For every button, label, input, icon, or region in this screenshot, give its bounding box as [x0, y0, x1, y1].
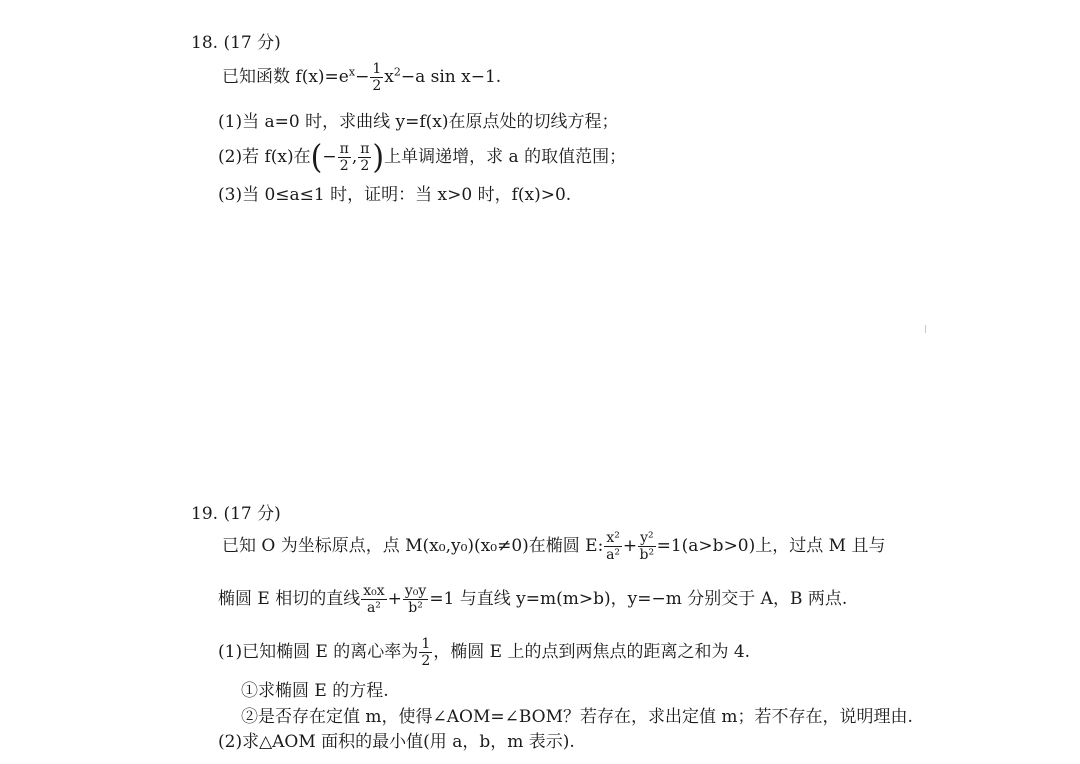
- q19-tangent-frac-y: [403, 584, 428, 615]
- q19-ellipse-num-y: y²: [640, 530, 654, 546]
- q19-line1-prefix: 已知 O 为坐标原点，点 M(x₀,y₀)(x₀≠0)在椭圆 E:: [222, 536, 604, 556]
- q18-two1: 2: [339, 158, 349, 174]
- q18-intro-x-exp: 2: [393, 65, 401, 79]
- q18-part2-suffix: 上单调递增，求 a 的取值范围；: [384, 147, 627, 167]
- q18-half-num: 1: [372, 61, 382, 77]
- q19-tangent-plus: +: [387, 589, 402, 609]
- q18-two2: 2: [360, 158, 370, 174]
- q18-intro-x: x: [384, 67, 394, 87]
- q19-ecc-num: 1: [421, 636, 431, 652]
- q19-tangent-den-a: a²: [366, 600, 381, 616]
- q18-half-den: 2: [372, 78, 382, 94]
- q18-part2-prefix: (2)若 f(x)在: [218, 147, 311, 167]
- q19-part1-suffix: ，椭圆 E 上的点到两焦点的距离之和为 4.: [433, 642, 751, 662]
- q18-intro-exp: x: [348, 65, 356, 79]
- q19-sub2: ②是否存在定值 m，使得∠AOM=∠BOM？若存在，求出定值 m；若不存在，说明理由.: [241, 707, 913, 727]
- q19-ellipse-den-b: b²: [639, 547, 655, 563]
- q19-line1-suffix: =1(a>b>0)上，过点 M 且与: [656, 536, 886, 556]
- q19-tangent-den-b: b²: [408, 600, 423, 616]
- q18-part2-comma: ,: [351, 147, 358, 167]
- scan-speck: [925, 325, 926, 333]
- q18-part1: (1)当 a=0 时，求曲线 y=f(x)在原点处的切线方程；: [218, 112, 619, 132]
- q18-pi1: π: [339, 141, 349, 157]
- q19-line2-suffix: =1 与直线 y=m(m>b)，y=−m 分别交于 A，B 两点.: [429, 589, 848, 609]
- q19-line1: [222, 531, 885, 562]
- q19-tangent-num-y: y₀y: [404, 583, 427, 599]
- q19-part2: (2)求△AOM 面积的最小值(用 a，b，m 表示).: [218, 732, 575, 752]
- q19-part1: [218, 637, 750, 668]
- q18-intro-prefix: 已知函数 f(x)=e: [222, 67, 349, 87]
- q19-eccentricity-fraction: [419, 637, 432, 668]
- q19-ellipse-frac-y: [638, 531, 656, 562]
- q18-half-fraction: [370, 62, 383, 93]
- q19-header: 19. (17 分): [191, 504, 281, 524]
- q18-part3: (3)当 0≤a≤1 时，证明：当 x>0 时，f(x)>0.: [218, 185, 572, 205]
- q19-line2-prefix: 椭圆 E 相切的直线: [218, 589, 361, 609]
- q18-pi2: π: [360, 141, 370, 157]
- q19-ellipse-plus: +: [622, 536, 638, 556]
- q18-intro: [222, 62, 501, 93]
- q19-ecc-den: 2: [421, 653, 431, 669]
- q19-sub1: ①求椭圆 E 的方程.: [241, 681, 389, 701]
- q18-intro-suffix: −a sin x−1.: [400, 67, 502, 87]
- q18-part2-minus: −: [322, 147, 337, 167]
- q19-ellipse-den-a: a²: [606, 547, 621, 563]
- q19-ellipse-num-x: x²: [606, 530, 620, 546]
- q18-intro-minus: −: [355, 67, 370, 87]
- q19-tangent-num-x: x₀x: [363, 583, 385, 599]
- q19-part1-prefix: (1)已知椭圆 E 的离心率为: [218, 642, 419, 662]
- q18-header: 18. (17 分): [191, 33, 281, 53]
- q18-part2-close-paren: ): [372, 137, 385, 177]
- q19-line2: [218, 584, 847, 615]
- q18-pi-half-2: [358, 142, 371, 173]
- q19-tangent-frac-x: [361, 584, 386, 615]
- q19-ellipse-frac-x: [604, 531, 622, 562]
- q18-part2: [218, 137, 627, 177]
- q18-part2-open-paren: (: [310, 137, 323, 177]
- q18-pi-half-1: [338, 142, 351, 173]
